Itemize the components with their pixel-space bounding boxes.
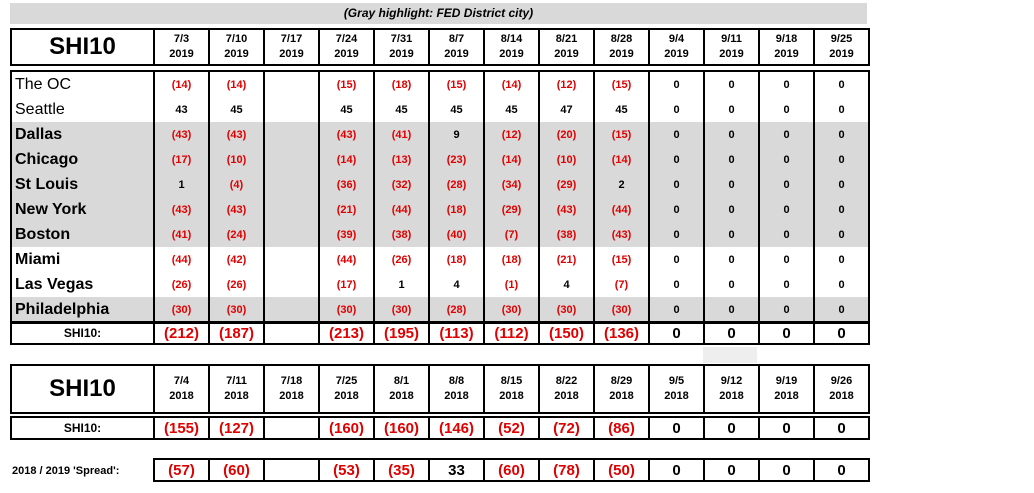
city-row bbox=[11, 172, 869, 197]
value-cell: 0 bbox=[704, 222, 759, 247]
value-cell: 0 bbox=[814, 122, 869, 147]
value-cell: (28) bbox=[429, 297, 484, 323]
value-cell: (7) bbox=[594, 272, 649, 297]
date-header bbox=[539, 365, 594, 413]
value-cell: 0 bbox=[759, 147, 814, 172]
week-date: 7/24 bbox=[335, 33, 358, 45]
value-cell: (15) bbox=[594, 122, 649, 147]
city-name: St Louis bbox=[11, 172, 154, 197]
week-year: 2018 bbox=[609, 390, 634, 402]
value-cell: (30) bbox=[484, 297, 539, 323]
total-cell: (160) bbox=[374, 417, 429, 439]
value-cell: (41) bbox=[154, 222, 209, 247]
date-header bbox=[704, 365, 759, 413]
value-cell: (17) bbox=[319, 272, 374, 297]
value-cell: (18) bbox=[429, 197, 484, 222]
value-cell: (38) bbox=[539, 222, 594, 247]
total-cell: (52) bbox=[484, 417, 539, 439]
spread-cell: 33 bbox=[429, 459, 484, 481]
week-year: 2018 bbox=[389, 390, 414, 402]
week-date: 8/28 bbox=[610, 33, 633, 45]
date-header bbox=[759, 365, 814, 413]
value-cell: (13) bbox=[374, 147, 429, 172]
value-cell: (7) bbox=[484, 222, 539, 247]
value-cell: (30) bbox=[539, 297, 594, 323]
value-cell: 0 bbox=[649, 197, 704, 222]
week-year: 2019 bbox=[334, 48, 359, 60]
date-header bbox=[264, 365, 319, 413]
value-cell: (43) bbox=[154, 122, 209, 147]
week-date: 9/5 bbox=[668, 375, 685, 387]
date-header bbox=[154, 29, 209, 65]
total-cell: (113) bbox=[429, 322, 484, 344]
total-cell: (195) bbox=[374, 322, 429, 344]
value-cell: 0 bbox=[759, 97, 814, 122]
totals-label-2018: SHI10: bbox=[11, 417, 154, 439]
total-cell: 0 bbox=[814, 322, 869, 344]
week-date: 7/17 bbox=[280, 33, 303, 45]
value-cell: 0 bbox=[649, 71, 704, 97]
date-header bbox=[429, 365, 484, 413]
date-header bbox=[649, 29, 704, 65]
date-header bbox=[429, 29, 484, 65]
value-cell bbox=[264, 172, 319, 197]
week-date: 8/21 bbox=[555, 33, 578, 45]
week-date: 7/18 bbox=[280, 375, 303, 387]
value-cell: (30) bbox=[374, 297, 429, 323]
total-cell bbox=[264, 322, 319, 344]
week-year: 2019 bbox=[609, 48, 634, 60]
value-cell: 0 bbox=[814, 272, 869, 297]
week-year: 2018 bbox=[829, 390, 854, 402]
value-cell: (43) bbox=[209, 197, 264, 222]
value-cell: 0 bbox=[759, 122, 814, 147]
value-cell: (29) bbox=[539, 172, 594, 197]
header-2019 bbox=[10, 28, 870, 66]
spread-cell: (50) bbox=[594, 459, 649, 481]
value-cell: 45 bbox=[429, 97, 484, 122]
header-2018 bbox=[10, 364, 870, 414]
value-cell bbox=[264, 297, 319, 323]
value-cell: (1) bbox=[484, 272, 539, 297]
week-year: 2019 bbox=[224, 48, 249, 60]
value-cell: 0 bbox=[814, 197, 869, 222]
value-cell: 9 bbox=[429, 122, 484, 147]
value-cell: (14) bbox=[594, 147, 649, 172]
spread-cell: (53) bbox=[319, 459, 374, 481]
value-cell: 0 bbox=[814, 147, 869, 172]
value-cell: (26) bbox=[154, 272, 209, 297]
week-date: 7/4 bbox=[173, 375, 190, 387]
value-cell: 0 bbox=[759, 272, 814, 297]
value-cell: (4) bbox=[209, 172, 264, 197]
total-cell: (136) bbox=[594, 322, 649, 344]
week-date: 7/10 bbox=[225, 33, 248, 45]
spread-cell: 0 bbox=[814, 459, 869, 481]
value-cell: (18) bbox=[374, 71, 429, 97]
total-cell: (213) bbox=[319, 322, 374, 344]
value-cell: 0 bbox=[814, 172, 869, 197]
value-cell: (14) bbox=[484, 71, 539, 97]
total-cell: 0 bbox=[649, 322, 704, 344]
city-row bbox=[11, 147, 869, 172]
total-cell: (127) bbox=[209, 417, 264, 439]
week-date: 8/14 bbox=[500, 33, 523, 45]
value-cell: (28) bbox=[429, 172, 484, 197]
value-cell: 0 bbox=[814, 222, 869, 247]
value-cell: (15) bbox=[594, 247, 649, 272]
week-year: 2019 bbox=[169, 48, 194, 60]
value-cell: (39) bbox=[319, 222, 374, 247]
value-cell: 45 bbox=[209, 97, 264, 122]
city-row bbox=[11, 97, 869, 122]
value-cell: 0 bbox=[704, 247, 759, 272]
date-header bbox=[154, 365, 209, 413]
week-year: 2018 bbox=[499, 390, 524, 402]
week-date: 7/31 bbox=[390, 33, 413, 45]
week-year: 2018 bbox=[279, 390, 304, 402]
value-cell: (32) bbox=[374, 172, 429, 197]
value-cell: (26) bbox=[374, 247, 429, 272]
city-name: Las Vegas bbox=[11, 272, 154, 297]
value-cell: (38) bbox=[374, 222, 429, 247]
week-year: 2019 bbox=[719, 48, 744, 60]
value-cell: (14) bbox=[154, 71, 209, 97]
value-cell: (44) bbox=[319, 247, 374, 272]
city-row bbox=[11, 272, 869, 297]
value-cell: (12) bbox=[539, 71, 594, 97]
totals-2018 bbox=[10, 416, 870, 440]
spread-cell: (60) bbox=[209, 459, 264, 481]
value-cell: (18) bbox=[484, 247, 539, 272]
week-date: 8/15 bbox=[500, 375, 523, 387]
week-date: 9/12 bbox=[720, 375, 743, 387]
gray-highlight-legend: (Gray highlight: FED District city) bbox=[10, 3, 867, 24]
week-year: 2019 bbox=[774, 48, 799, 60]
value-cell: (44) bbox=[374, 197, 429, 222]
city-row bbox=[11, 122, 869, 147]
city-name: Dallas bbox=[11, 122, 154, 147]
value-cell: 0 bbox=[704, 122, 759, 147]
value-cell: (18) bbox=[429, 247, 484, 272]
week-date: 9/4 bbox=[668, 33, 685, 45]
week-date: 8/1 bbox=[393, 375, 410, 387]
table-title-2018: SHI10 bbox=[11, 365, 154, 413]
week-date: 8/8 bbox=[448, 375, 465, 387]
week-date: 9/25 bbox=[830, 33, 853, 45]
value-cell: 0 bbox=[649, 172, 704, 197]
value-cell: (26) bbox=[209, 272, 264, 297]
spread-cell: 0 bbox=[649, 459, 704, 481]
value-cell: (24) bbox=[209, 222, 264, 247]
spread-cell: 0 bbox=[759, 459, 814, 481]
week-date: 9/19 bbox=[775, 375, 798, 387]
value-cell: (20) bbox=[539, 122, 594, 147]
total-cell: (160) bbox=[319, 417, 374, 439]
date-header bbox=[539, 29, 594, 65]
value-cell: (30) bbox=[154, 297, 209, 323]
value-cell: 0 bbox=[649, 297, 704, 323]
value-cell: (21) bbox=[319, 197, 374, 222]
table-title-2019: SHI10 bbox=[11, 29, 154, 65]
value-cell: 1 bbox=[374, 272, 429, 297]
week-year: 2019 bbox=[499, 48, 524, 60]
total-cell: 0 bbox=[704, 322, 759, 344]
total-cell: (187) bbox=[209, 322, 264, 344]
value-cell bbox=[264, 71, 319, 97]
spread-cell: (57) bbox=[154, 459, 209, 481]
spread-cell: (35) bbox=[374, 459, 429, 481]
week-date: 9/18 bbox=[775, 33, 798, 45]
date-header bbox=[374, 29, 429, 65]
date-header bbox=[484, 365, 539, 413]
value-cell: (15) bbox=[429, 71, 484, 97]
week-date: 8/22 bbox=[555, 375, 578, 387]
value-cell: 0 bbox=[759, 222, 814, 247]
value-cell: (29) bbox=[484, 197, 539, 222]
value-cell: 0 bbox=[759, 247, 814, 272]
city-name: Philadelphia bbox=[11, 297, 154, 323]
value-cell: 0 bbox=[649, 97, 704, 122]
date-header bbox=[594, 365, 649, 413]
date-header bbox=[704, 29, 759, 65]
week-year: 2019 bbox=[664, 48, 689, 60]
spread-cell: 0 bbox=[704, 459, 759, 481]
value-cell: 0 bbox=[704, 272, 759, 297]
value-cell: (14) bbox=[484, 147, 539, 172]
city-name: Chicago bbox=[11, 147, 154, 172]
total-cell: (146) bbox=[429, 417, 484, 439]
value-cell: 0 bbox=[759, 172, 814, 197]
total-cell bbox=[264, 417, 319, 439]
value-cell: (44) bbox=[594, 197, 649, 222]
total-cell: 0 bbox=[759, 322, 814, 344]
value-cell: 0 bbox=[649, 247, 704, 272]
value-cell: 4 bbox=[429, 272, 484, 297]
total-cell: 0 bbox=[759, 417, 814, 439]
value-cell: 0 bbox=[704, 297, 759, 323]
value-cell: (40) bbox=[429, 222, 484, 247]
value-cell: 45 bbox=[594, 97, 649, 122]
date-header bbox=[209, 29, 264, 65]
value-cell: (36) bbox=[319, 172, 374, 197]
spread-cell bbox=[264, 459, 319, 481]
value-cell: 0 bbox=[649, 122, 704, 147]
week-year: 2018 bbox=[224, 390, 249, 402]
value-cell: 45 bbox=[319, 97, 374, 122]
value-cell bbox=[264, 197, 319, 222]
total-cell: 0 bbox=[704, 417, 759, 439]
value-cell: 0 bbox=[704, 97, 759, 122]
value-cell: 0 bbox=[704, 71, 759, 97]
value-cell: (43) bbox=[539, 197, 594, 222]
separator-shade bbox=[703, 347, 757, 363]
city-row bbox=[11, 297, 869, 323]
totals-2019 bbox=[10, 321, 870, 345]
date-header bbox=[814, 29, 869, 65]
week-date: 7/11 bbox=[226, 375, 247, 387]
value-cell: 0 bbox=[759, 197, 814, 222]
date-header bbox=[319, 29, 374, 65]
week-date: 8/29 bbox=[610, 375, 633, 387]
week-date: 9/11 bbox=[721, 33, 742, 45]
value-cell: (43) bbox=[154, 197, 209, 222]
total-cell: (212) bbox=[154, 322, 209, 344]
spread-label: 2018 / 2019 'Spread': bbox=[12, 465, 120, 477]
date-header bbox=[264, 29, 319, 65]
date-header bbox=[209, 365, 264, 413]
week-year: 2018 bbox=[554, 390, 579, 402]
city-name: New York bbox=[11, 197, 154, 222]
value-cell: 0 bbox=[704, 197, 759, 222]
value-cell: (30) bbox=[209, 297, 264, 323]
value-cell: 47 bbox=[539, 97, 594, 122]
week-year: 2019 bbox=[279, 48, 304, 60]
value-cell: 0 bbox=[649, 222, 704, 247]
value-cell: (15) bbox=[319, 71, 374, 97]
week-year: 2019 bbox=[444, 48, 469, 60]
value-cell: 0 bbox=[814, 71, 869, 97]
spread-row bbox=[153, 458, 870, 482]
city-name: Seattle bbox=[11, 97, 154, 122]
total-cell: (150) bbox=[539, 322, 594, 344]
week-date: 7/3 bbox=[173, 33, 190, 45]
value-cell: 0 bbox=[759, 71, 814, 97]
value-cell: (42) bbox=[209, 247, 264, 272]
week-year: 2019 bbox=[389, 48, 414, 60]
total-cell: 0 bbox=[814, 417, 869, 439]
value-cell: (14) bbox=[319, 147, 374, 172]
date-header bbox=[319, 365, 374, 413]
value-cell: (44) bbox=[154, 247, 209, 272]
week-date: 7/25 bbox=[335, 375, 358, 387]
total-cell: (112) bbox=[484, 322, 539, 344]
value-cell: 0 bbox=[814, 97, 869, 122]
total-cell: (72) bbox=[539, 417, 594, 439]
value-cell bbox=[264, 122, 319, 147]
city-row bbox=[11, 222, 869, 247]
value-cell: 0 bbox=[704, 147, 759, 172]
totals-label-2019: SHI10: bbox=[11, 322, 154, 344]
city-name: The OC bbox=[11, 71, 154, 97]
spread-cell: (78) bbox=[539, 459, 594, 481]
value-cell: (43) bbox=[319, 122, 374, 147]
value-cell: 2 bbox=[594, 172, 649, 197]
value-cell: (43) bbox=[209, 122, 264, 147]
week-date: 9/26 bbox=[830, 375, 853, 387]
value-cell bbox=[264, 247, 319, 272]
value-cell bbox=[264, 272, 319, 297]
week-date: 8/7 bbox=[448, 33, 465, 45]
value-cell: 43 bbox=[154, 97, 209, 122]
week-year: 2018 bbox=[719, 390, 744, 402]
value-cell: 0 bbox=[814, 297, 869, 323]
value-cell: (17) bbox=[154, 147, 209, 172]
value-cell bbox=[264, 222, 319, 247]
value-cell: (34) bbox=[484, 172, 539, 197]
value-cell: 45 bbox=[484, 97, 539, 122]
value-cell: (23) bbox=[429, 147, 484, 172]
date-header bbox=[374, 365, 429, 413]
value-cell: (14) bbox=[209, 71, 264, 97]
date-header bbox=[814, 365, 869, 413]
value-cell bbox=[264, 97, 319, 122]
value-cell: 0 bbox=[704, 172, 759, 197]
total-cell: (155) bbox=[154, 417, 209, 439]
value-cell: 0 bbox=[649, 272, 704, 297]
date-header bbox=[649, 365, 704, 413]
value-cell: 0 bbox=[814, 247, 869, 272]
week-year: 2019 bbox=[829, 48, 854, 60]
value-cell: 1 bbox=[154, 172, 209, 197]
spread-cell: (60) bbox=[484, 459, 539, 481]
date-header bbox=[484, 29, 539, 65]
city-row bbox=[11, 197, 869, 222]
city-row bbox=[11, 71, 869, 97]
date-header bbox=[594, 29, 649, 65]
week-year: 2018 bbox=[664, 390, 689, 402]
value-cell: 0 bbox=[759, 297, 814, 323]
value-cell bbox=[264, 147, 319, 172]
week-year: 2018 bbox=[774, 390, 799, 402]
value-cell: 4 bbox=[539, 272, 594, 297]
total-cell: (86) bbox=[594, 417, 649, 439]
value-cell: (30) bbox=[319, 297, 374, 323]
total-cell: 0 bbox=[649, 417, 704, 439]
week-year: 2019 bbox=[554, 48, 579, 60]
value-cell: (10) bbox=[209, 147, 264, 172]
value-cell: 0 bbox=[649, 147, 704, 172]
value-cell: (43) bbox=[594, 222, 649, 247]
value-cell: (10) bbox=[539, 147, 594, 172]
value-cell: (12) bbox=[484, 122, 539, 147]
value-cell: 45 bbox=[374, 97, 429, 122]
city-row bbox=[11, 247, 869, 272]
week-year: 2018 bbox=[444, 390, 469, 402]
value-cell: (21) bbox=[539, 247, 594, 272]
value-cell: (30) bbox=[594, 297, 649, 323]
city-table-2019 bbox=[10, 70, 870, 324]
week-year: 2018 bbox=[169, 390, 194, 402]
value-cell: (41) bbox=[374, 122, 429, 147]
value-cell: (15) bbox=[594, 71, 649, 97]
date-header bbox=[759, 29, 814, 65]
city-name: Miami bbox=[11, 247, 154, 272]
city-name: Boston bbox=[11, 222, 154, 247]
week-year: 2018 bbox=[334, 390, 359, 402]
